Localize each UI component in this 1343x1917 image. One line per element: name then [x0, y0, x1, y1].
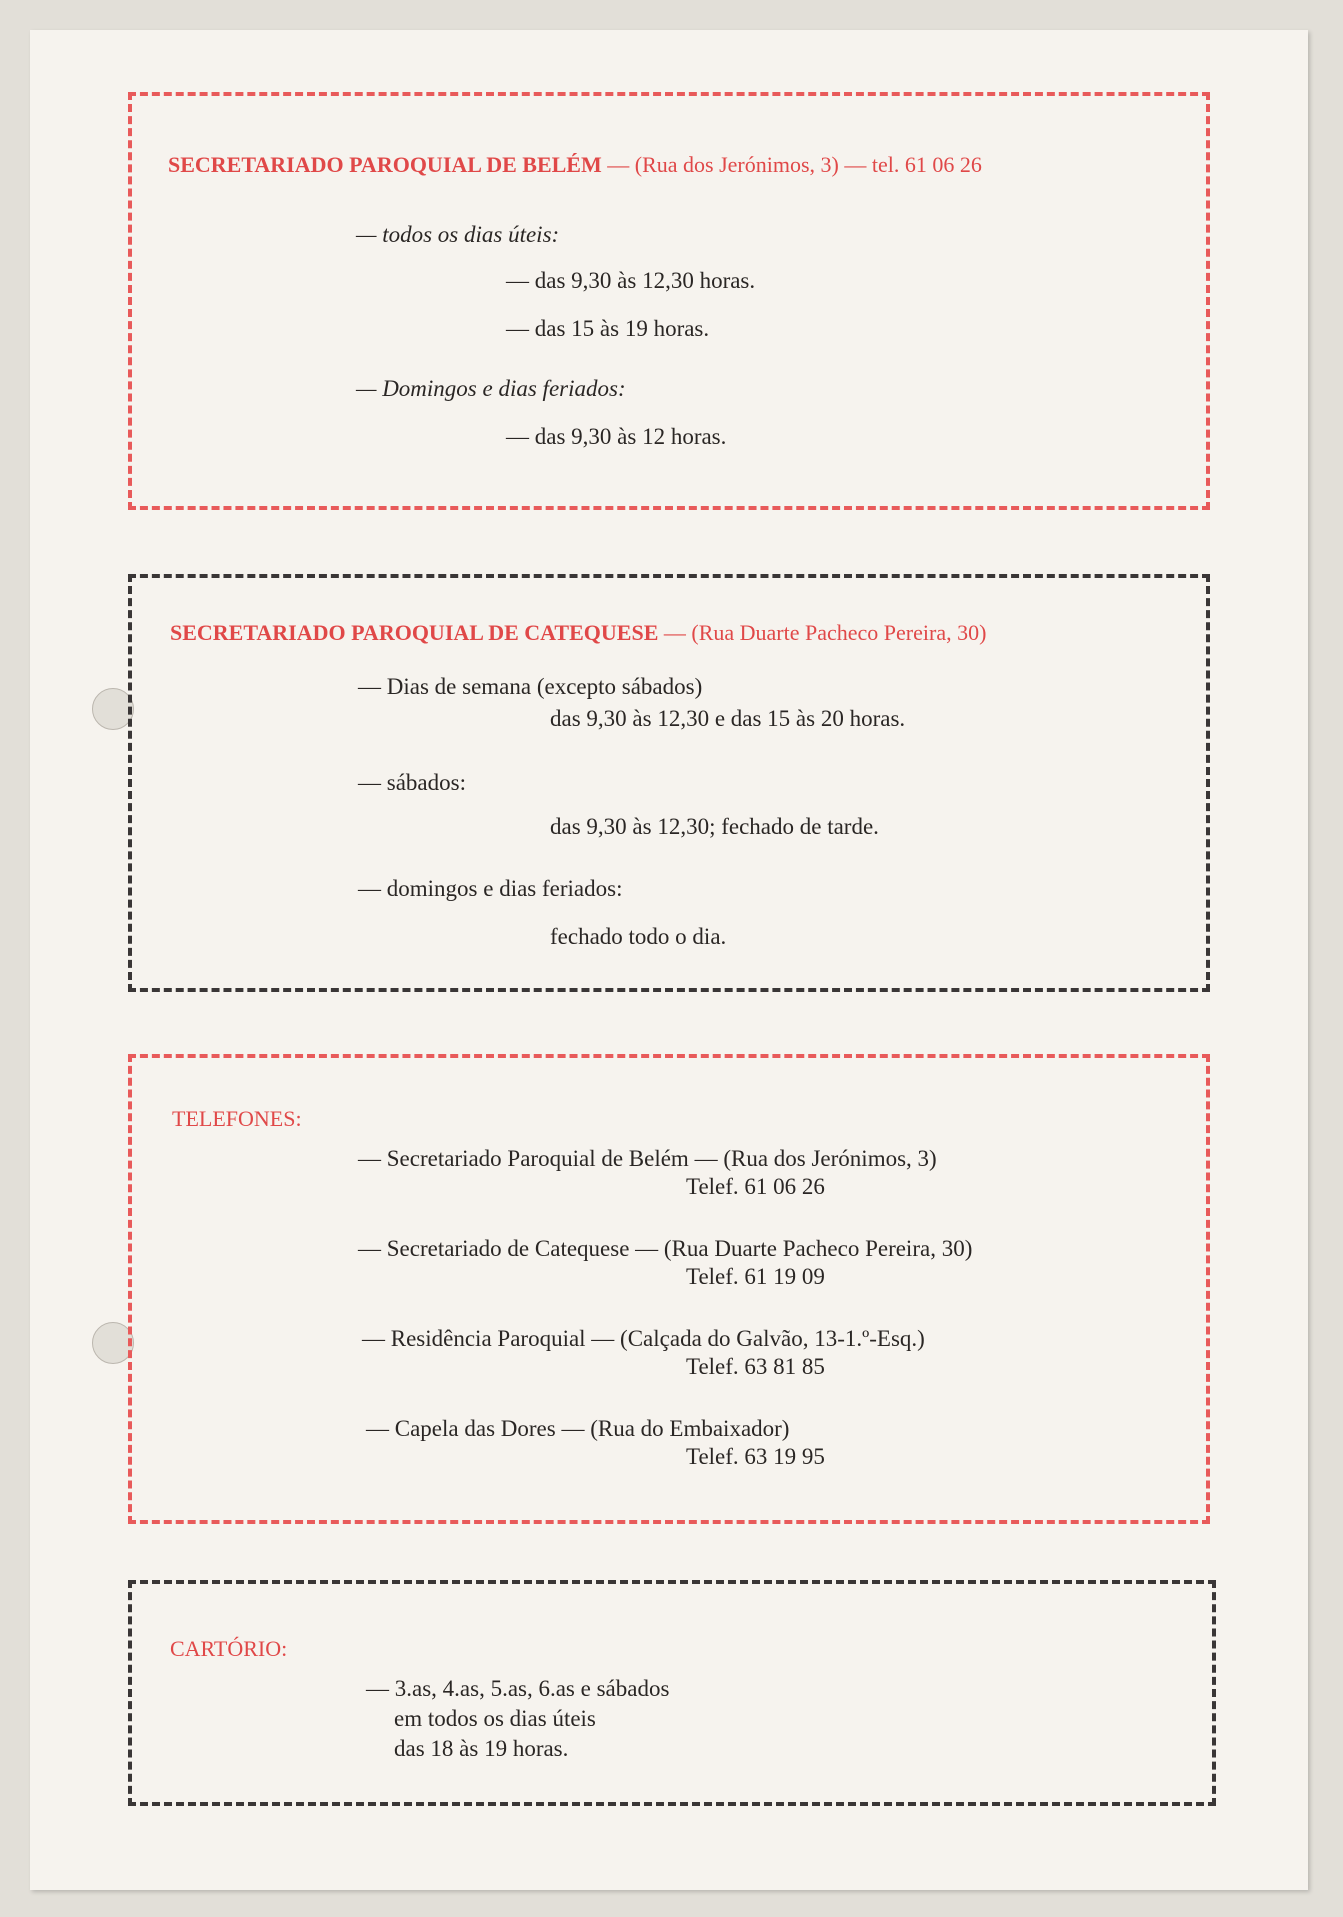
cartorio-title: CARTÓRIO:	[170, 1636, 288, 1661]
catequese-saturdays-hours: das 9,30 às 12,30; fechado de tarde.	[550, 814, 879, 839]
telefone-entry-line: — Secretariado Paroquial de Belém — (Rua dos Jerónimos, 3)	[358, 1146, 937, 1171]
telefone-entry-tel: Telef. 61 19 09	[686, 1264, 825, 1289]
catequese-name: SECRETARIADO PAROQUIAL DE CATEQUESE	[170, 620, 659, 645]
telefone-entry-line: — Residência Paroquial — (Calçada do Galvão, 13-1.º-Esq.)	[362, 1326, 925, 1351]
telefones-title: TELEFONES:	[172, 1106, 302, 1131]
telefone-entry-line: — Secretariado de Catequese — (Rua Duarte Pacheco Pereira, 30)	[358, 1236, 973, 1261]
catequese-weekdays-label: — Dias de semana (excepto sábados)	[358, 674, 703, 699]
telefone-entry-tel: Telef. 63 19 95	[686, 1444, 825, 1469]
catequese-saturdays-label: — sábados:	[358, 770, 466, 795]
belem-sundays-label: — Domingos e dias feriados:	[356, 376, 626, 401]
telefone-entry	[358, 1236, 1166, 1290]
cartorio-line2: em todos os dias úteis	[394, 1706, 596, 1731]
catequese-sundays-hours: fechado todo o dia.	[550, 924, 727, 949]
telefone-entry	[362, 1326, 1162, 1380]
belem-header	[168, 152, 982, 178]
catequese-header	[170, 620, 986, 646]
telefone-entry	[358, 1146, 1166, 1200]
belem-weekdays-line1: — das 9,30 às 12,30 horas.	[506, 268, 756, 293]
catequese-sundays-label: — domingos e dias feriados:	[358, 876, 623, 901]
cartorio-line1: — 3.as, 4.as, 5.as, 6.as e sábados	[366, 1676, 670, 1701]
telefone-entry-tel: Telef. 61 06 26	[686, 1174, 825, 1199]
cartorio-line3: das 18 às 19 horas.	[394, 1736, 569, 1761]
belem-weekdays-line2: — das 15 às 19 horas.	[506, 316, 710, 341]
telefone-entry-tel: Telef. 63 81 85	[686, 1354, 825, 1379]
catequese-weekdays-hours: das 9,30 às 12,30 e das 15 às 20 horas.	[550, 706, 906, 731]
belem-name: SECRETARIADO PAROQUIAL DE BELÉM	[168, 152, 602, 177]
belem-weekdays-label: — todos os dias úteis:	[356, 222, 560, 247]
cartorio-box	[128, 1580, 1216, 1806]
telefone-entry-line: — Capela das Dores — (Rua do Embaixador)	[366, 1416, 790, 1441]
catequese-address: — (Rua Duarte Pacheco Pereira, 30)	[663, 620, 987, 645]
belem-sundays-line: — das 9,30 às 12 horas.	[506, 424, 727, 449]
belem-address: — (Rua dos Jerónimos, 3) — tel. 61 06 26	[607, 152, 982, 177]
telefone-entry	[366, 1416, 1166, 1470]
